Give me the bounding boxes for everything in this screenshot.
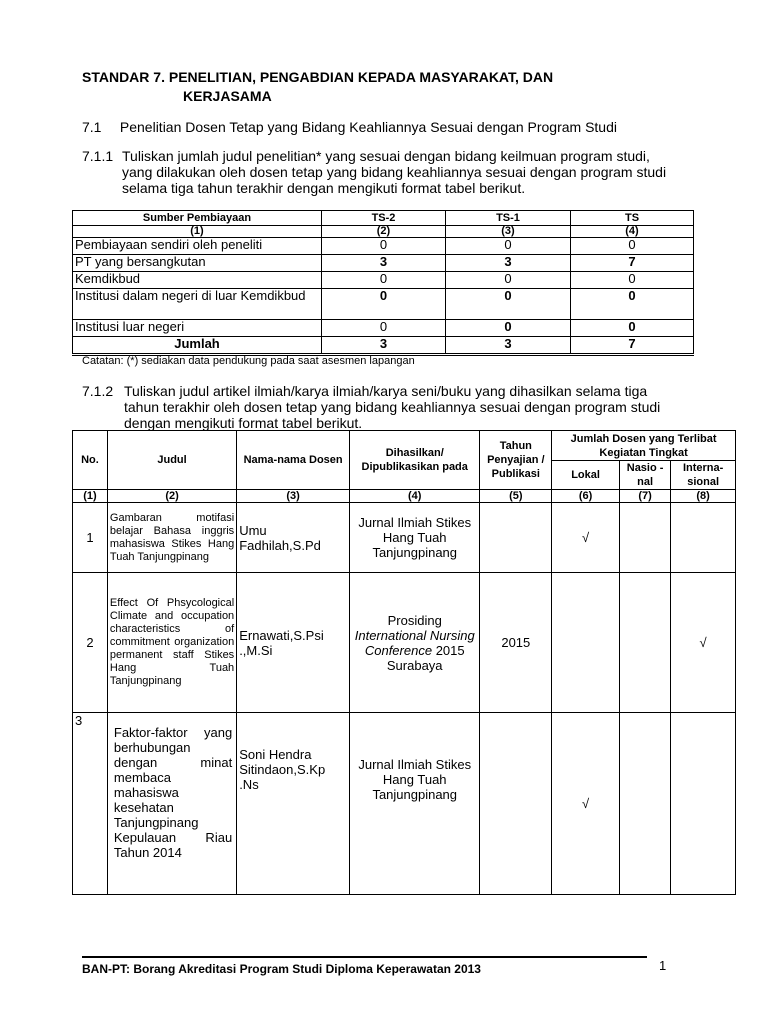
table-row: [73, 503, 736, 573]
section-title: Penelitian Dosen Tetap yang Bidang Keahliannya Sesuai dengan Program Studi: [119, 119, 617, 135]
col-header-lokal: Lokal: [552, 461, 620, 490]
published-in: Jurnal Ilmiah Stikes Hang Tuah Tanjungpinang: [350, 713, 480, 895]
col-header-dihasilkan: Dihasilkan/ Dipublikasikan pada: [350, 431, 480, 490]
section-7-1-2: [82, 383, 692, 433]
col-index: (2): [322, 226, 446, 238]
publication-year: [480, 713, 552, 895]
funding-source: Institusi dalam negeri di luar Kemdikbud: [73, 289, 322, 320]
ts-value: 0: [571, 272, 694, 289]
table-header-row: [73, 211, 694, 226]
national-check: [619, 503, 670, 573]
section-instruction: Tuliskan jumlah judul penelitian* yang sesuai dengan bidang keilmuan program studi, yang dilakukan oleh dosen tetap yang bidang keahliannya sesuai dengan program studi selama tiga tahun terakhir dengan mengikuti format tabel berikut.: [122, 148, 667, 196]
international-check: [671, 713, 736, 895]
table-row: [73, 238, 694, 255]
row-number: 2: [73, 573, 108, 713]
ts1-value: 0: [446, 289, 571, 320]
funding-source: Pembiayaan sendiri oleh peneliti: [73, 238, 322, 255]
table-index-row: [73, 226, 694, 238]
ts2-value: 0: [322, 320, 446, 337]
ts-value: 0: [571, 320, 694, 337]
footer-text: BAN-PT: Borang Akreditasi Program Studi Diploma Keperawatan 2013: [82, 962, 481, 976]
col-index: (4): [571, 226, 694, 238]
col-header: Sumber Pembiayaan: [73, 211, 322, 226]
published-in-prefix: Prosiding: [387, 612, 442, 628]
table-row: [73, 289, 694, 320]
lecturer-name: Soni Hendra Sitindaon,S.Kp .Ns: [237, 713, 350, 895]
national-check: [619, 573, 670, 713]
ts2-value: 0: [322, 289, 446, 320]
standard-heading-line1: STANDAR 7. PENELITIAN, PENGABDIAN KEPADA MASYARAKAT, DAN: [82, 69, 554, 85]
col-index: (3): [237, 490, 350, 503]
col-index: (4): [350, 490, 480, 503]
ts2-value: 0: [322, 272, 446, 289]
standard-heading-line2: KERJASAMA: [183, 88, 272, 104]
col-header: TS: [571, 211, 694, 226]
local-check: [552, 573, 620, 713]
table-row: [73, 272, 694, 289]
ts1-value: 0: [446, 238, 571, 255]
section-7-1-1: [82, 148, 692, 198]
col-index: (1): [73, 490, 108, 503]
col-index: (3): [446, 226, 571, 238]
col-header-jumlah: Jumlah Dosen yang Terlibat Kegiatan Tingkat: [552, 431, 736, 461]
row-number: 3: [73, 713, 108, 895]
ts-total: 7: [571, 337, 694, 355]
published-in: [350, 573, 480, 713]
published-in-conference: International Nursing Conference: [354, 627, 475, 658]
local-check: √: [552, 713, 620, 895]
standard-heading: [82, 68, 553, 106]
funding-source: Institusi luar negeri: [73, 320, 322, 337]
col-index: (7): [619, 490, 670, 503]
table-row: [73, 255, 694, 272]
ts-value: 0: [571, 238, 694, 255]
publications-table: [72, 430, 736, 895]
table-index-row: [73, 490, 736, 503]
col-header-dosen: Nama-nama Dosen: [237, 431, 350, 490]
ts2-value: 0: [322, 238, 446, 255]
row-number: 1: [73, 503, 108, 573]
lecturer-name: Ernawati,S.Psi .,M.Si: [237, 573, 350, 713]
ts2-value: 3: [322, 255, 446, 272]
footer-divider: [82, 956, 647, 958]
section-instruction: Tuliskan judul artikel ilmiah/karya ilmiah/karya seni/buku yang dihasilkan selama tiga tahun terakhir oleh dosen tetap yang bidang keahliannya sesuai dengan program studi dengan mengikuti format tabel berikut.: [124, 383, 661, 431]
local-check: √: [552, 503, 620, 573]
ts-value: 7: [571, 255, 694, 272]
table-total-row: [73, 337, 694, 355]
ts1-value: 0: [446, 272, 571, 289]
col-header-no: No.: [73, 431, 108, 490]
publication-year: 2015: [480, 573, 552, 713]
col-index: (8): [671, 490, 736, 503]
col-header-nasional: Nasio -nal: [619, 461, 670, 490]
col-header-tahun: Tahun Penyajian / Publikasi: [480, 431, 552, 490]
international-check: √: [671, 573, 736, 713]
publication-year: [480, 503, 552, 573]
col-index: (1): [73, 226, 322, 238]
page-number: 1: [659, 958, 667, 973]
col-header-internasional: Interna- sional: [671, 461, 736, 490]
table-row: [73, 320, 694, 337]
col-header-judul: Judul: [107, 431, 236, 490]
table-row: [73, 713, 736, 895]
publication-title: Faktor-faktor yang berhubungan dengan minat membaca mahasiswa kesehatan Tanjungpinang Kepulauan Riau Tahun 2014: [107, 713, 236, 895]
published-in-suffix: 2015 Surabaya: [386, 642, 465, 673]
table-header-row: [73, 431, 736, 461]
lecturer-name: Umu Fadhilah,S.Pd: [237, 503, 350, 573]
ts2-total: 3: [322, 337, 446, 355]
total-label: Jumlah: [73, 337, 322, 355]
col-header: TS-1: [446, 211, 571, 226]
funding-source: Kemdikbud: [73, 272, 322, 289]
publication-title: Gambaran motifasi belajar Bahasa inggris mahasiswa Stikes Hang Tuah Tanjungpinang: [107, 503, 236, 573]
table-note: Catatan: (*) sediakan data pendukung pada saat asesmen lapangan: [82, 355, 415, 367]
col-index: (5): [480, 490, 552, 503]
national-check: [619, 713, 670, 895]
ts1-value: 3: [446, 255, 571, 272]
publication-title: Effect Of Phsycological Climate and occupation characteristics of commitment organization permanent staff Stikes Hang Tuah Tanjungpinang: [107, 573, 236, 713]
col-index: (6): [552, 490, 620, 503]
ts1-value: 0: [446, 320, 571, 337]
section-number: 7.1.1: [82, 148, 114, 164]
international-check: [671, 503, 736, 573]
col-index: (2): [107, 490, 236, 503]
ts-value: 0: [571, 289, 694, 320]
published-in: Jurnal Ilmiah Stikes Hang Tuah Tanjungpinang: [350, 503, 480, 573]
ts1-total: 3: [446, 337, 571, 355]
col-header: TS-2: [322, 211, 446, 226]
section-7-1: [82, 119, 617, 135]
funding-table: [72, 210, 694, 356]
funding-source: PT yang bersangkutan: [73, 255, 322, 272]
section-number: 7.1.2: [82, 383, 114, 399]
table-row: [73, 573, 736, 713]
section-number: 7.1: [82, 119, 102, 135]
